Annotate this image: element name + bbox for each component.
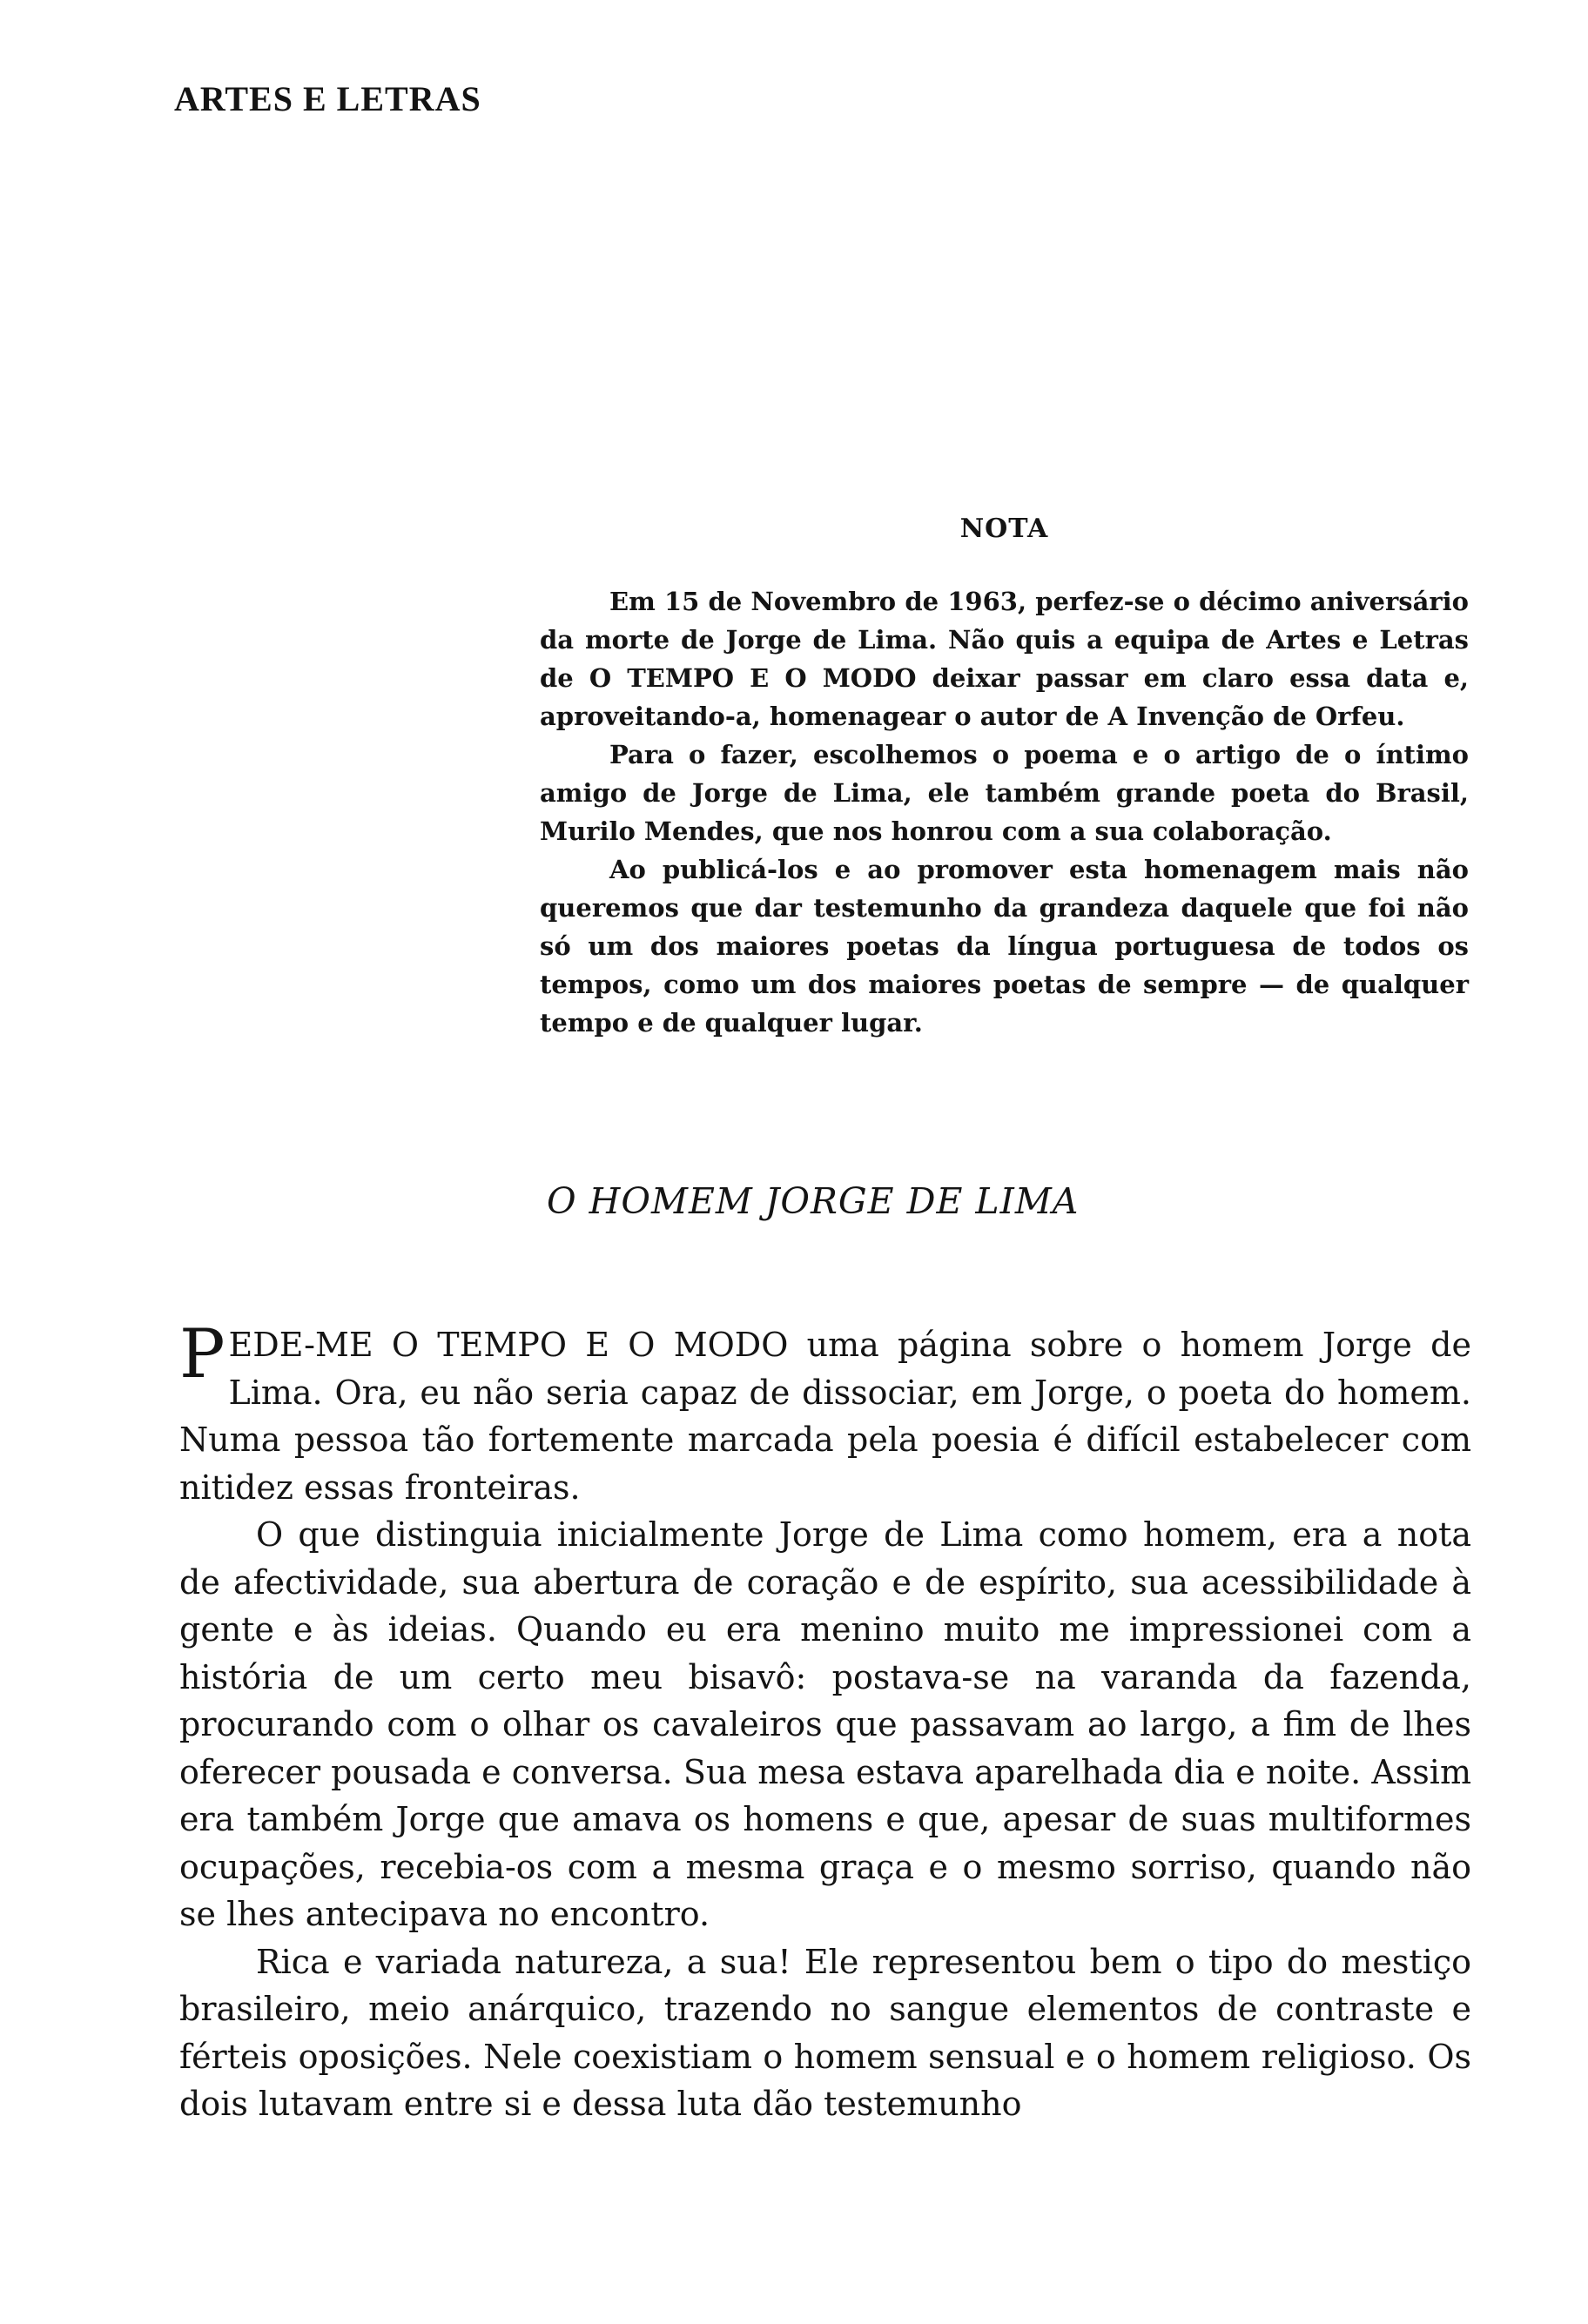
nota-paragraph-2: Para o fazer, escolhemos o poema e o artigo de o íntimo amigo de Jorge de Lima, ele também grande poeta do Brasil, Murilo Mendes, que nos honrou com a sua colaboração. [540,740,1469,846]
nota-section [540,514,1469,1042]
drop-cap: P [179,1315,225,1394]
nota-title: NOTA [959,514,1049,544]
nota-paragraph-3: Ao publicá-los e ao promover esta homenagem mais não queremos que dar testemunho da grandeza daquele que foi não só um dos maiores poetas da língua portuguesa de todos os tempos, como um dos maiores poetas de sempre — de qualquer tempo e de qualquer lugar. [540,855,1469,1038]
article-title: O HOMEM JORGE DE LIMA [547,1180,1080,1222]
running-head: ARTES E LETRAS [174,79,481,118]
article-paragraph-3: Rica e variada natureza, a sua! Ele representou bem o tipo do mestiço brasileiro, meio anárquico, trazendo no sangue elementos de contraste e férteis oposições. Nele coexistiam o homem sensual e o homem religioso. Os dois lutavam entre si e dessa luta dão testemunho [179,1942,1471,2123]
article-paragraph-1-text: EDE-ME O TEMPO E O MODO uma página sobre o homem Jorge de Lima. Ora, eu não seria capaz de dissociar, em Jorge, o poeta do homem. Numa pessoa tão fortemente marcada pela poesia é difícil estabelecer com nitidez essas fronteiras. [179,1326,1471,1507]
article-body [179,1315,1471,2128]
nota-paragraph-1: Em 15 de Novembro de 1963, perfez-se o décimo aniversário da morte de Jorge de Lima. Não quis a equipa de Artes e Letras de O TEMPO E O MODO deixar passar em claro essa data e, aproveitando-a, homenagear o autor de A Invenção de Orfeu. [540,587,1469,731]
article-paragraph-2: O que distinguia inicialmente Jorge de Lima como homem, era a nota de afectividade, sua abertura de coração e de espírito, sua acessibilidade à gente e às ideias. Quando eu era menino muito me impressionei com a história de um certo meu bisavô: postava-se na varanda da fazenda, procurando com o olhar os cavaleiros que passavam ao largo, a fim de lhes oferecer pousada e conversa. Sua mesa estava aparelhada dia e noite. Assim era também Jorge que amava os homens e que, apesar de suas multiformes ocupações, recebia-os com a mesma graça e o mesmo sorriso, quando não se lhes antecipava no encontro. [179,1515,1471,1933]
article-paragraph-1 [179,1315,1471,1511]
